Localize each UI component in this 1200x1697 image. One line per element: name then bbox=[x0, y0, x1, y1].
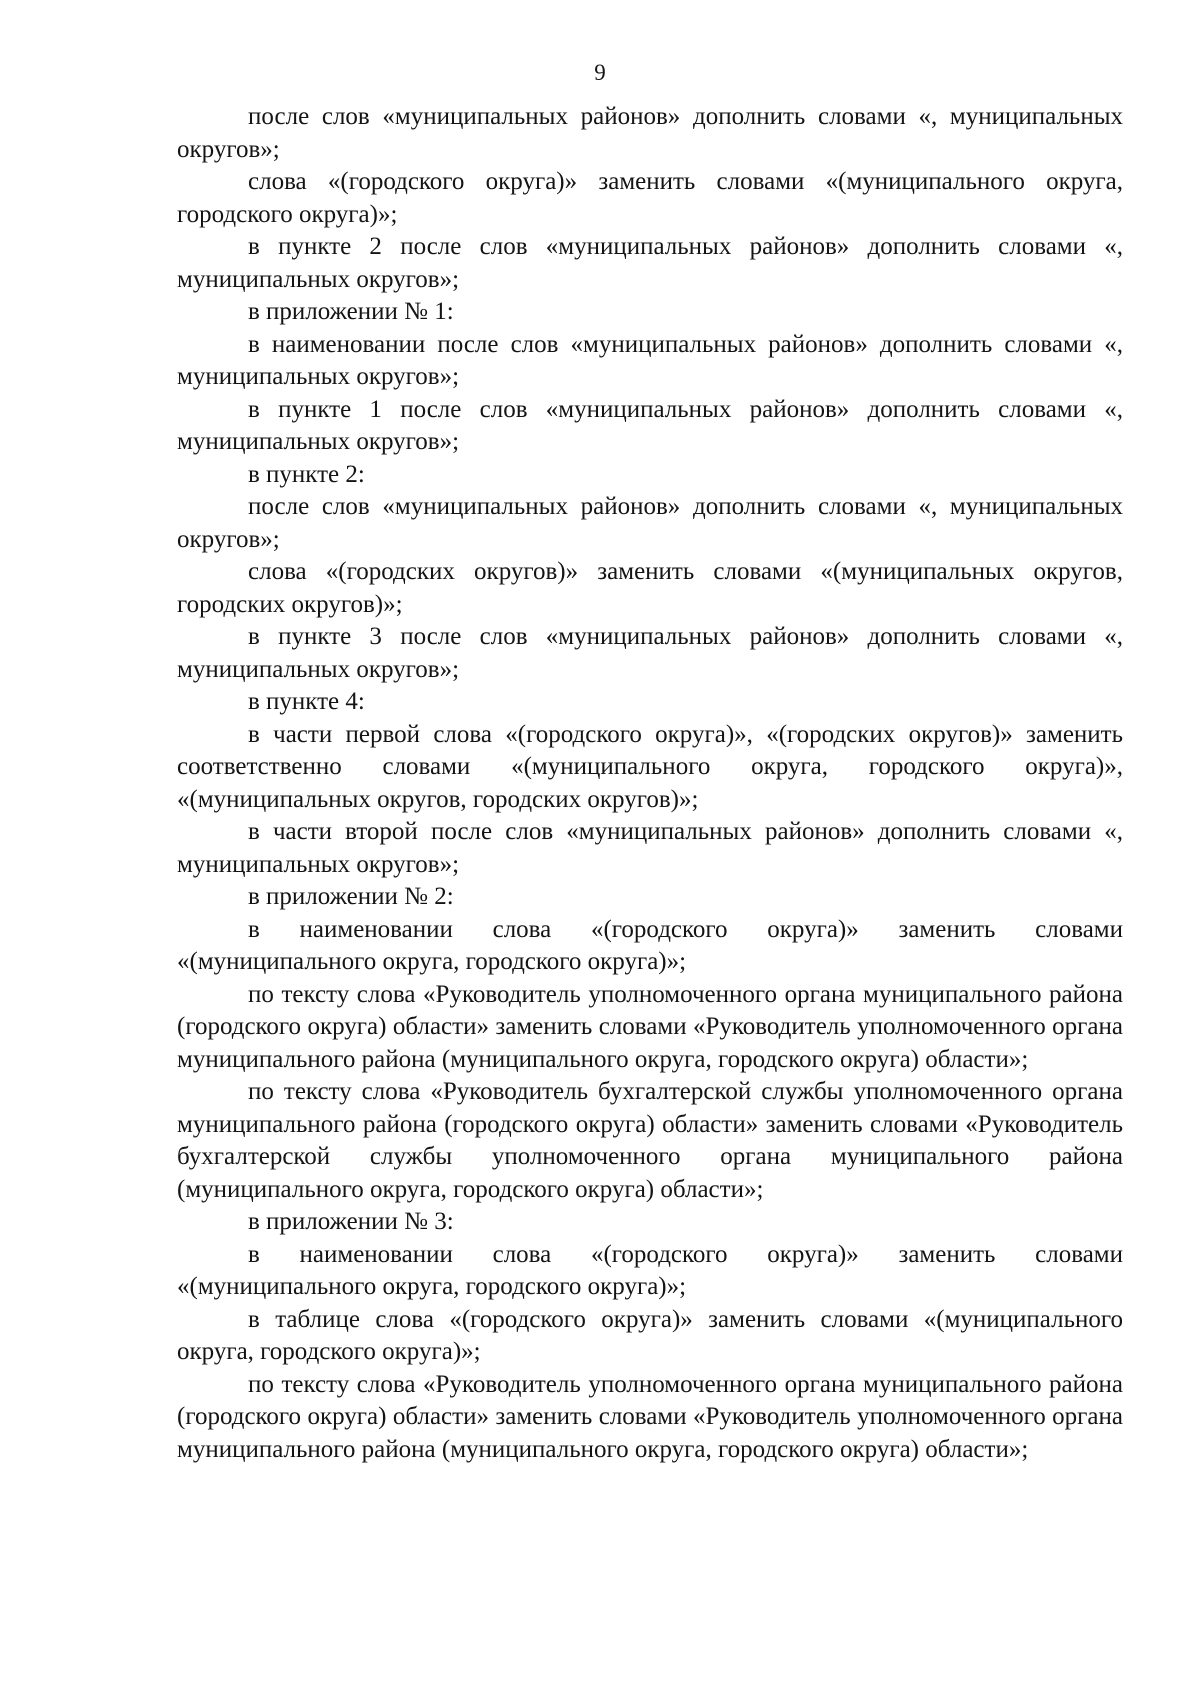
paragraph: в приложении № 3: bbox=[248, 1208, 454, 1235]
paragraph: слова «(городского округа)» заменить словами «(муниципального округа, городского округа)»; bbox=[177, 168, 1123, 228]
paragraph: в приложении № 1: bbox=[248, 298, 454, 325]
paragraph: слова «(городских округов)» заменить словами «(муниципальных округов, городских округов)»; bbox=[177, 558, 1123, 618]
paragraph: в части первой слова «(городского округа)», «(городских округов)» заменить соответственно словами «(муниципального округа, городского округа)», «(муниципальных округов, городских округов)»; bbox=[177, 720, 1123, 813]
paragraph: после слов «муниципальных районов» дополнить словами «, муниципальных округов»; bbox=[177, 493, 1123, 553]
paragraph: в части второй после слов «муниципальных районов» дополнить словами «, муниципальных округов»; bbox=[177, 818, 1123, 878]
document-body bbox=[177, 101, 1123, 1466]
paragraph: в пункте 2: bbox=[248, 460, 365, 488]
paragraph: в пункте 4: bbox=[248, 688, 365, 715]
paragraph: в приложении № 2: bbox=[248, 883, 454, 910]
paragraph: по тексту слова «Руководитель бухгалтерской службы уполномоченного органа муниципального района (городского округа) области» заменить словами «Руководитель бухгалтерской службы уполномоченного органа муниципального района (муниципального округа, городского округа) области»; bbox=[177, 1078, 1123, 1203]
paragraph: по тексту слова «Руководитель уполномоченного органа муниципального района (городского округа) области» заменить словами «Руководитель уполномоченного органа муниципального района (муниципального округа, городского округа) области»; bbox=[177, 1370, 1123, 1463]
paragraph: в пункте 3 после слов «муниципальных районов» дополнить словами «, муниципальных округов»; bbox=[177, 623, 1123, 683]
paragraph: в пункте 1 после слов «муниципальных районов» дополнить словами «, муниципальных округов»; bbox=[177, 395, 1123, 455]
paragraph: в пункте 2 после слов «муниципальных районов» дополнить словами «, муниципальных округов»; bbox=[177, 233, 1123, 293]
paragraph: в наименовании слова «(городского округа)» заменить словами «(муниципального округа, городского округа)»; bbox=[177, 915, 1123, 975]
page-number: 9 bbox=[594, 60, 606, 85]
paragraph: по тексту слова «Руководитель уполномоченного органа муниципального района (городского округа) области» заменить словами «Руководитель уполномоченного органа муниципального района (муниципального округа, городского округа) области»; bbox=[177, 980, 1123, 1073]
paragraph: в наименовании слова «(городского округа)» заменить словами «(муниципального округа, городского округа)»; bbox=[177, 1240, 1123, 1300]
paragraph: в таблице слова «(городского округа)» заменить словами «(муниципального округа, городского округа)»; bbox=[177, 1305, 1123, 1365]
paragraph: в наименовании после слов «муниципальных районов» дополнить словами «, муниципальных округов»; bbox=[177, 330, 1123, 390]
paragraph: после слов «муниципальных районов» дополнить словами «, муниципальных округов»; bbox=[177, 103, 1123, 163]
